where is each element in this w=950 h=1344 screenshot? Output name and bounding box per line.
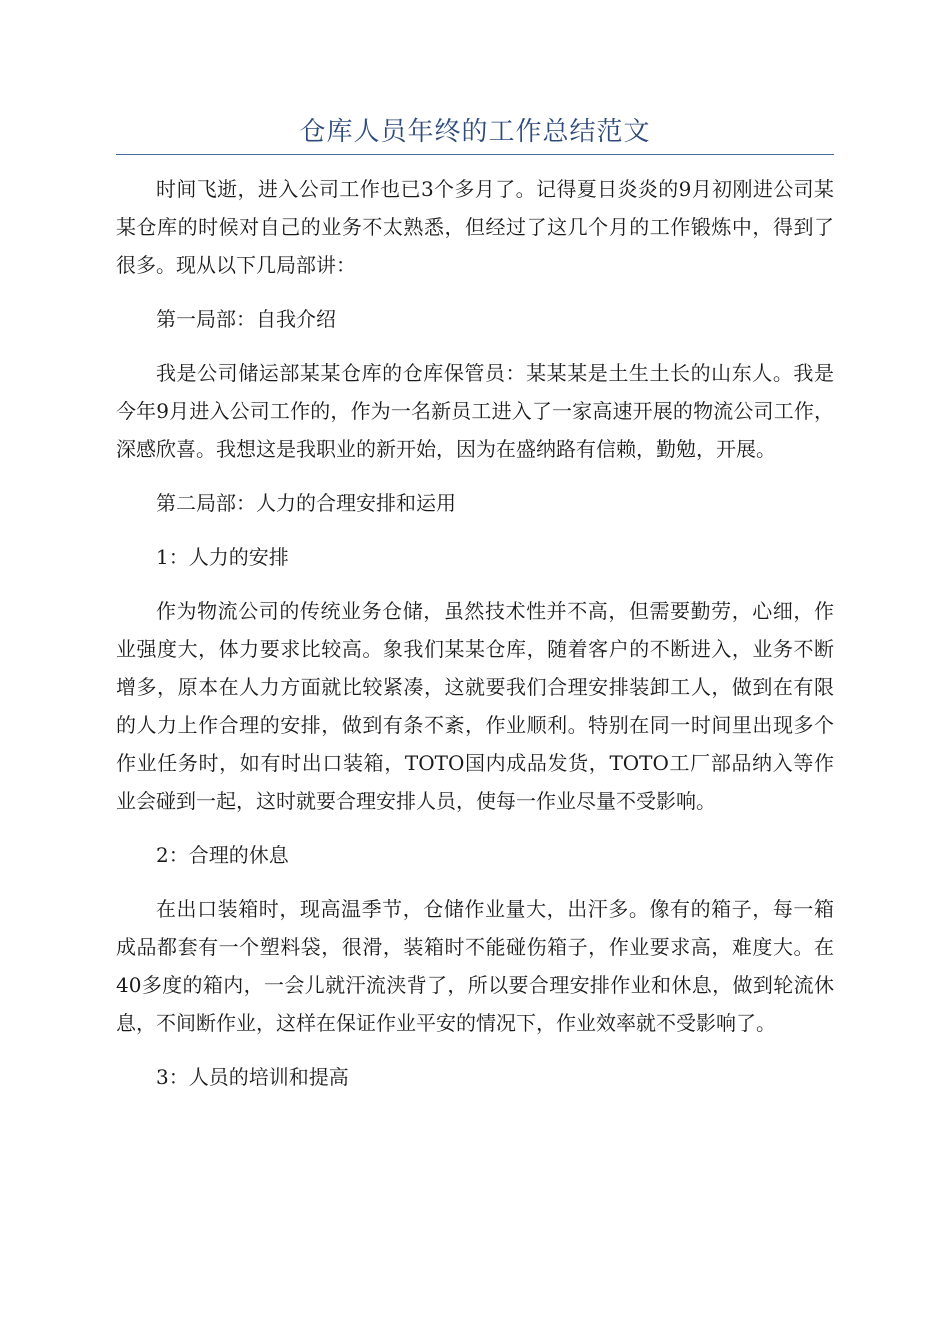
paragraph-staffing: 作为物流公司的传统业务仓储，虽然技术性并不高，但需要勤劳，心细，作业强度大，体力要求比较高。象我们某某仓库，随着客户的不断进入，业务不断增多，原本在人力方面就比较紧凑，这就要我们合理安排装卸工人，做到在有限的人力上作合理的安排，做到有条不紊，作业顺利。特别在同一时间里出现多个作业任务时，如有时出口装箱，TOTO国内成品发货，TOTO工厂部品纳入等作业会碰到一起，这时就要合理安排人员，使每一作业尽量不受影响。 (116, 599, 834, 813)
paragraph-rest: 在出口装箱时，现高温季节，仓储作业量大，出汗多。像有的箱子，每一箱成品都套有一个塑料袋，很滑，装箱时不能碰伤箱子，作业要求高，难度大。在40多度的箱内，一会儿就汗流浃背了，所以要合理安排作业和休息，做到轮流休息，不间断作业，这样在保证作业平安的情况下，作业效率就不受影响了。 (116, 897, 834, 1035)
paragraph-intro: 时间飞逝，进入公司工作也已3个多月了。记得夏日炎炎的9月初刚进公司某某仓库的时候对自己的业务不太熟悉，但经过了这几个月的工作锻炼中，得到了很多。现从以下几局部讲： (116, 177, 834, 277)
section-heading-1: 第一局部：自我介绍 (156, 307, 336, 331)
subheading-1: 1：人力的安排 (156, 545, 289, 569)
subheading-2: 2：合理的休息 (156, 843, 289, 867)
section-heading-2: 第二局部：人力的合理安排和运用 (156, 491, 456, 515)
title-underline (116, 154, 834, 155)
paragraph-self-intro: 我是公司储运部某某仓库的仓库保管员：某某某是土生土长的山东人。我是今年9月进入公司工作的，作为一名新员工进入了一家高速开展的物流公司工作，深感欣喜。我想这是我职业的新开始，因为在盛纳路有信赖，勤勉，开展。 (116, 361, 834, 461)
document-body (116, 170, 834, 1112)
subheading-3: 3：人员的培训和提高 (156, 1065, 349, 1089)
document-title: 仓库人员年终的工作总结范文 (299, 117, 651, 147)
